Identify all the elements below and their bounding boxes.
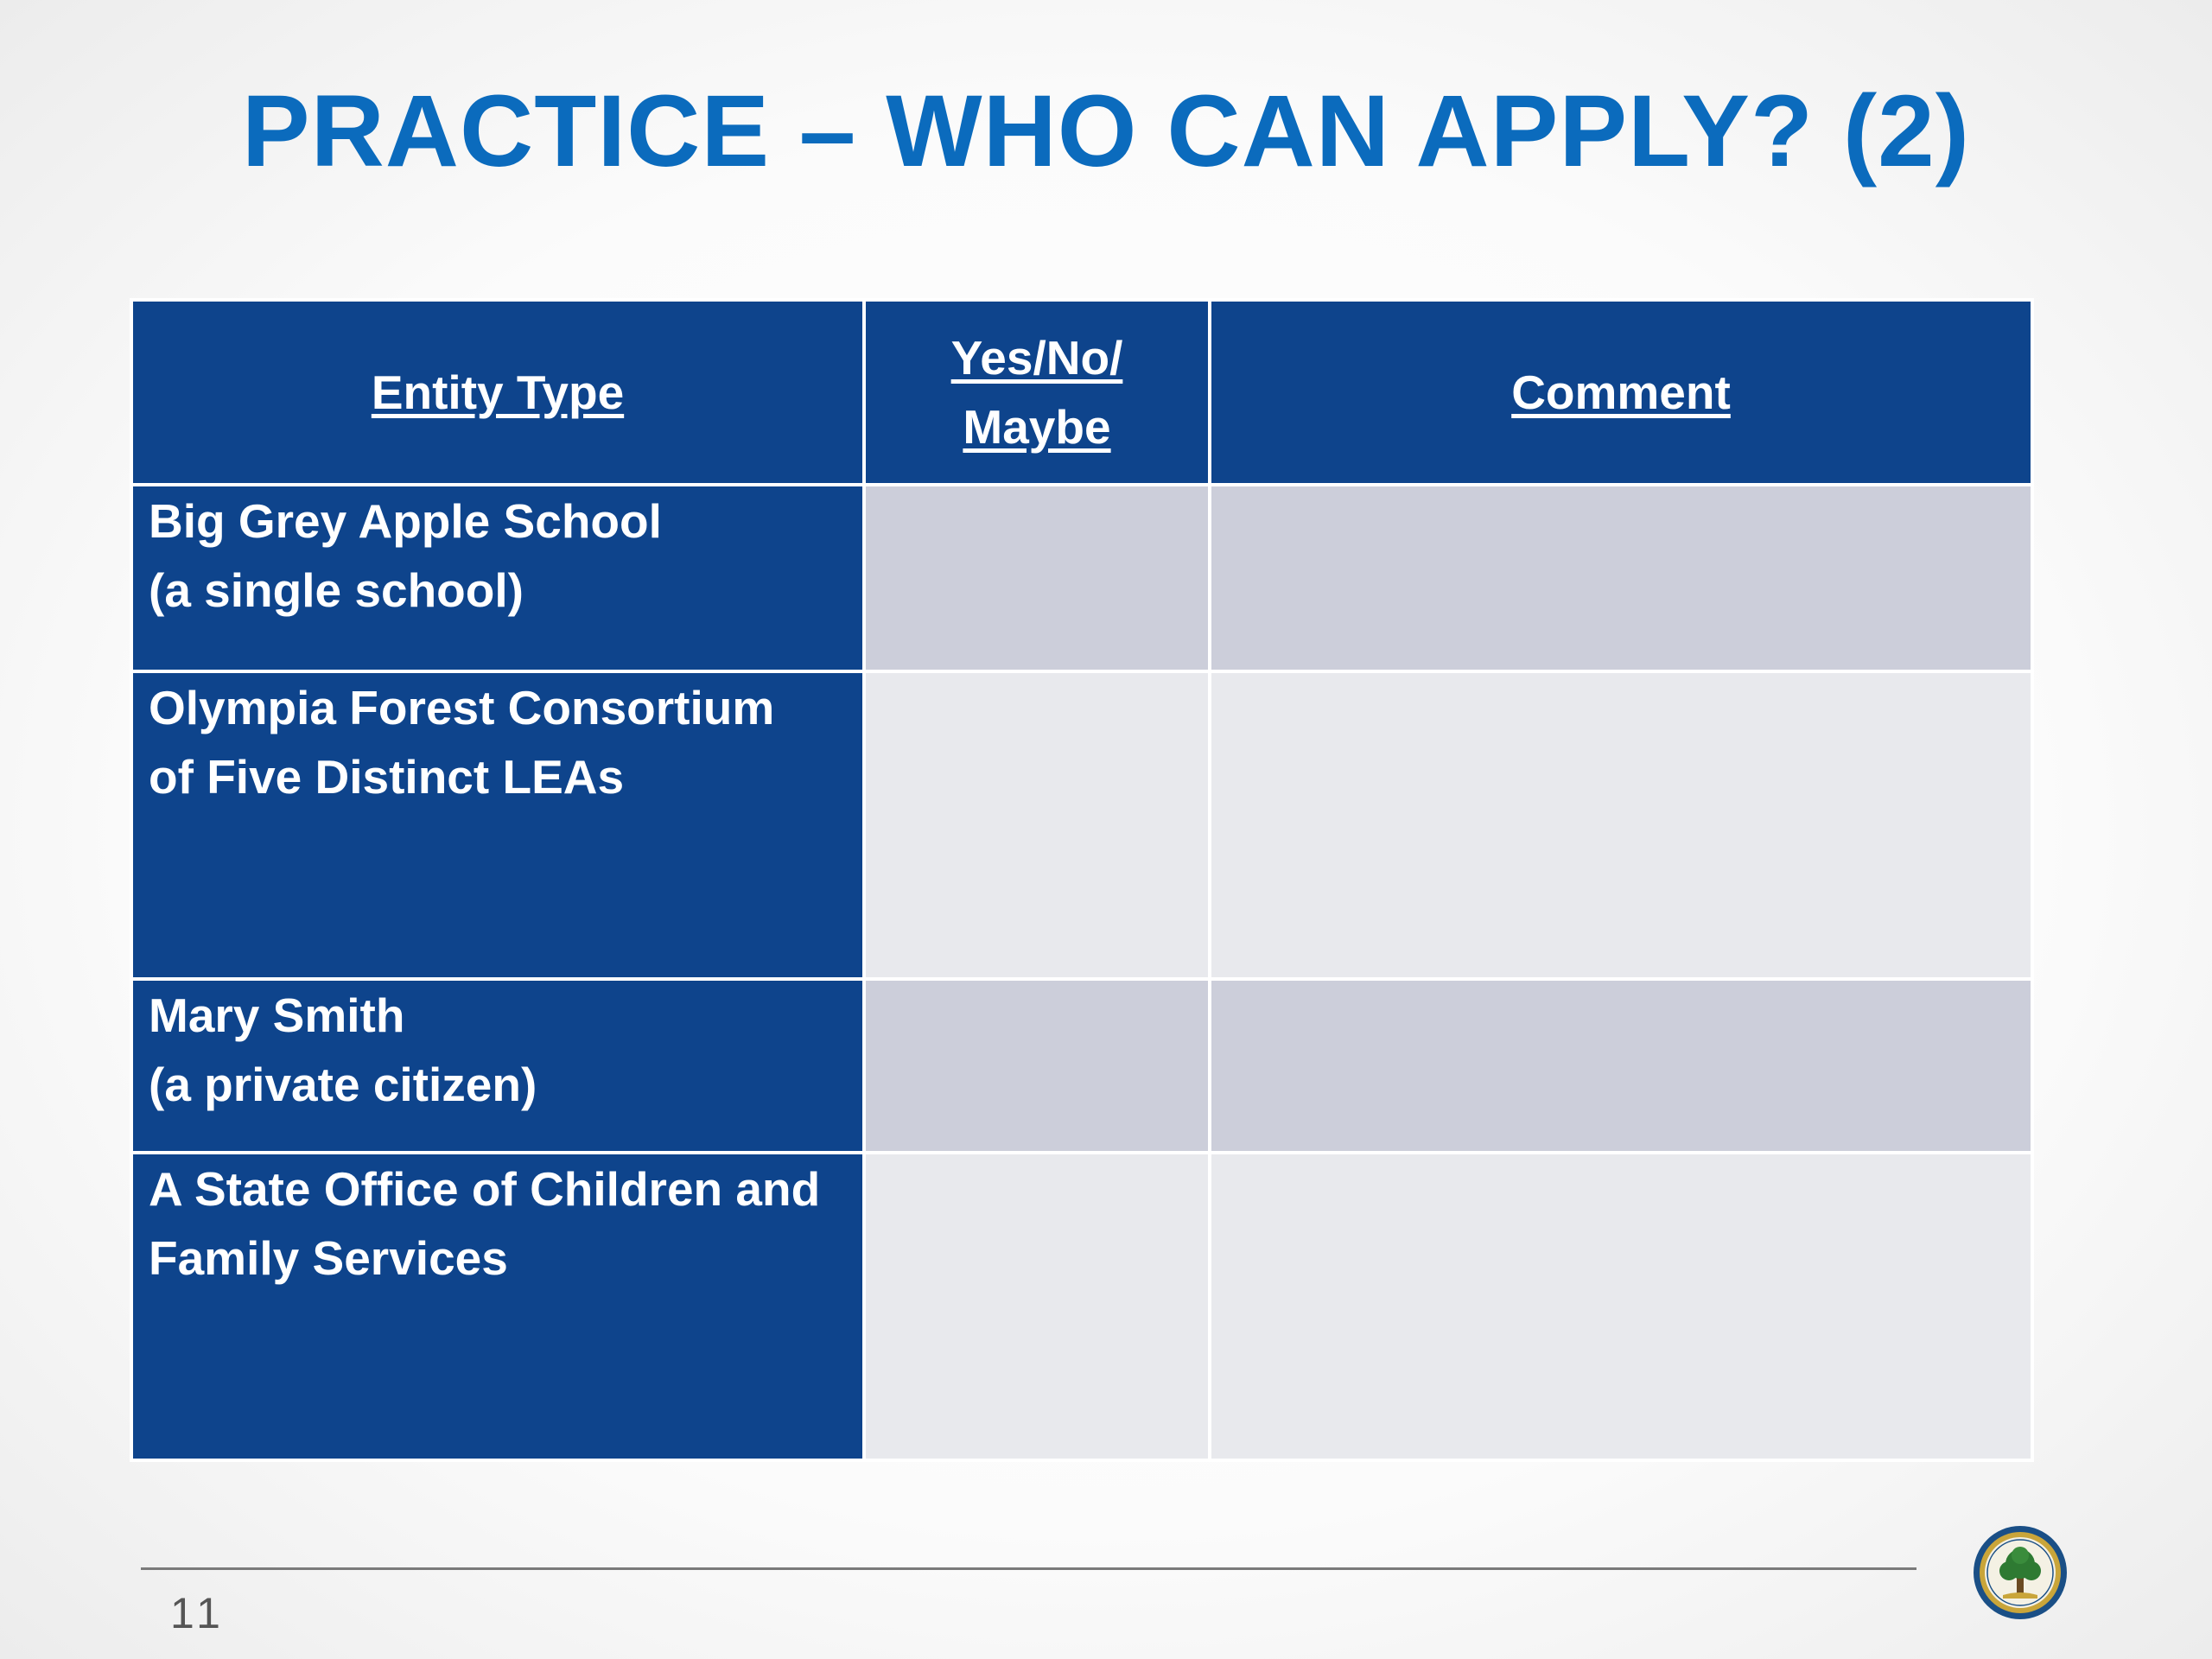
table-header-row	[131, 300, 2032, 485]
entity-description: (a private citizen)	[149, 1058, 537, 1111]
comment-cell[interactable]	[1210, 1153, 2032, 1460]
table-row	[131, 671, 2032, 979]
header-comment: Comment	[1210, 300, 2032, 485]
comment-cell[interactable]	[1210, 485, 2032, 671]
practice-table	[130, 298, 2034, 1462]
entity-cell	[131, 485, 864, 671]
answer-cell[interactable]	[864, 671, 1210, 979]
entity-name: Olympia Forest Consortium	[149, 681, 775, 734]
entity-description: Family Services	[149, 1231, 508, 1285]
slide-title: PRACTICE – WHO CAN APPLY? (2)	[241, 74, 1971, 188]
header-yes-no-line1: Yes/No/	[950, 331, 1123, 385]
entity-description: of Five Distinct LEAs	[149, 750, 625, 804]
entity-cell	[131, 1153, 864, 1460]
entity-cell	[131, 979, 864, 1153]
answer-cell[interactable]	[864, 979, 1210, 1153]
entity-name: Big Grey Apple School	[149, 494, 662, 548]
table-row	[131, 485, 2032, 671]
entity-name: Mary Smith	[149, 988, 405, 1042]
entity-name: A State Office of Children and	[149, 1162, 821, 1216]
header-yes-no-maybe	[864, 300, 1210, 485]
table-row	[131, 1153, 2032, 1460]
header-yes-no-line2: Maybe	[963, 400, 1111, 454]
entity-cell	[131, 671, 864, 979]
entity-description: (a single school)	[149, 563, 524, 617]
page-number: 11	[170, 1589, 226, 1637]
answer-cell[interactable]	[864, 485, 1210, 671]
footer-divider	[141, 1567, 1916, 1570]
answer-cell[interactable]	[864, 1153, 1210, 1460]
comment-cell[interactable]	[1210, 671, 2032, 979]
department-of-education-seal-icon	[1972, 1524, 2069, 1621]
comment-cell[interactable]	[1210, 979, 2032, 1153]
table-row	[131, 979, 2032, 1153]
header-entity-type: Entity Type	[131, 300, 864, 485]
